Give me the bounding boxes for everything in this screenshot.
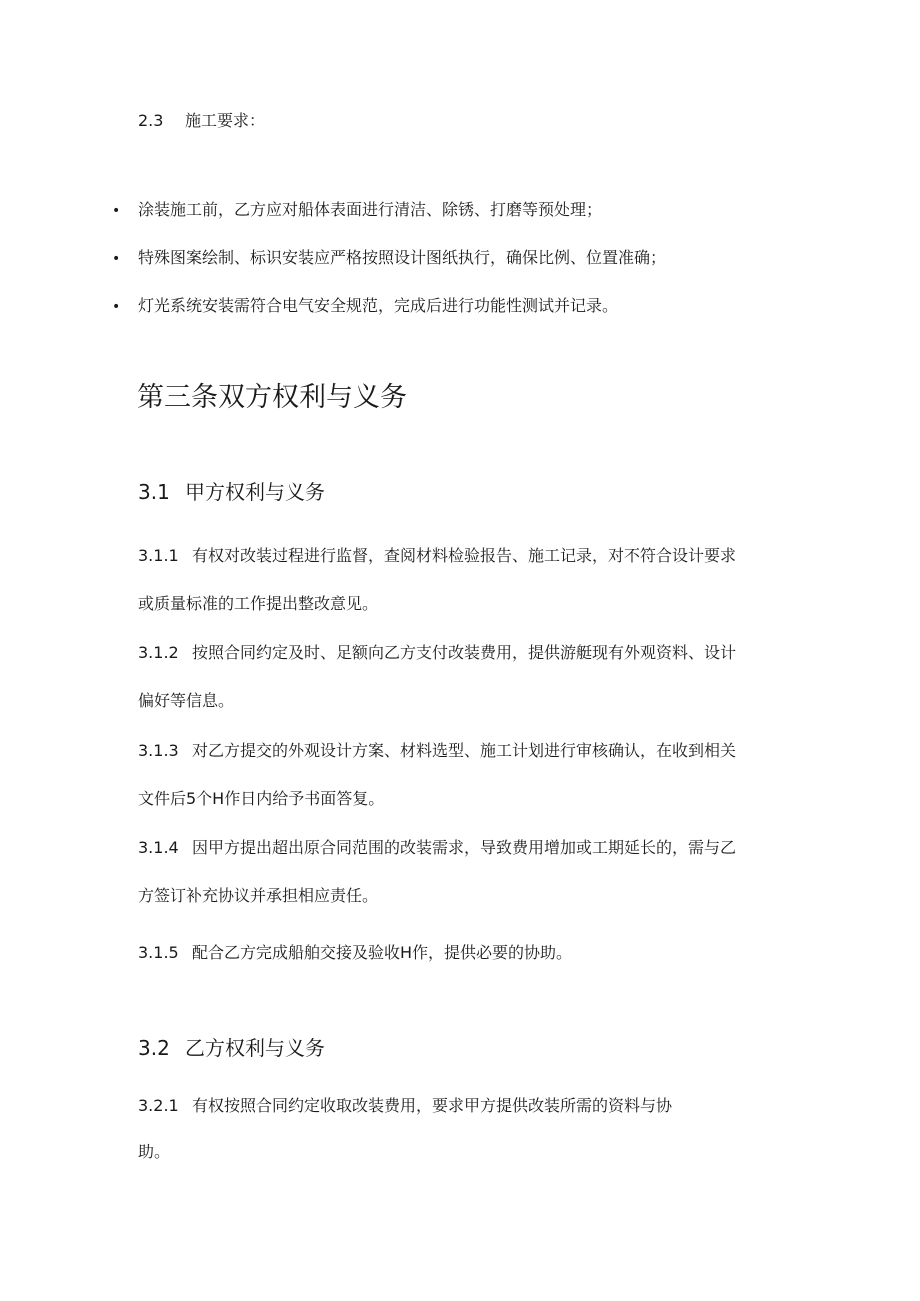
subsection-heading-2-3 — [138, 111, 265, 131]
section-heading-3-1 — [138, 480, 325, 504]
clause-number: 3.1.1 — [138, 546, 179, 565]
bullet-item — [112, 200, 602, 221]
section-title: 乙方权利与义务 — [185, 1036, 325, 1060]
clause-text: 因甲方提出超出原合同范围的改装需求，导致费用增加或工期延长的，需与乙 — [192, 838, 737, 857]
section-heading-3-2 — [138, 1036, 325, 1060]
clause-number: 3.1.2 — [138, 643, 179, 662]
clause-continuation: 或质量标准的工作提出整改意见。 — [138, 594, 379, 613]
bullet-icon: • — [112, 251, 121, 267]
article-title: 第三条双方权利与义务 — [137, 382, 407, 413]
section-title: 甲方权利与义务 — [185, 480, 325, 504]
bullet-item — [112, 248, 666, 269]
section-number: 3.2 — [138, 1036, 170, 1060]
clause-3-1-2 — [138, 643, 736, 663]
bullet-text: 涂装施工前，乙方应对船体表面进行清洁、除锈、打磨等预处理； — [138, 200, 603, 219]
clause-text: 有权对改装过程进行监督，查阅材料检验报告、施工记录，对不符合设计要求 — [192, 546, 737, 565]
clause-continuation: 助。 — [138, 1142, 171, 1161]
clause-number: 3.1.4 — [138, 838, 179, 857]
clause-continuation: 方签订补充协议并承担相应责任。 — [138, 886, 379, 905]
clause-text: 对乙方提交的外观设计方案、材料选型、施工计划进行审核确认，在收到相关 — [192, 741, 737, 760]
clause-number: 3.1.5 — [138, 943, 179, 962]
clause-3-1-5 — [138, 943, 572, 963]
bullet-item — [112, 296, 618, 317]
clause-text: 按照合同约定及时、足额向乙方支付改装费用，提供游艇现有外观资料、设计 — [192, 643, 737, 662]
clause-3-1-3 — [138, 741, 736, 761]
bullet-icon: • — [112, 299, 121, 315]
subsection-title: 施工要求： — [185, 111, 266, 130]
bullet-icon: • — [112, 203, 121, 219]
clause-3-1-4 — [138, 838, 736, 858]
clause-3-2-1 — [138, 1096, 672, 1116]
bullet-text: 特殊图案绘制、标识安装应严格按照设计图纸执行，确保比例、位置准确； — [138, 248, 667, 267]
section-number: 3.1 — [138, 480, 170, 504]
clause-continuation: 文件后5个H作日内给予书面答复。 — [138, 789, 385, 808]
clause-number: 3.2.1 — [138, 1096, 179, 1115]
clause-text: 有权按照合同约定收取改装费用，要求甲方提供改装所需的资料与协 — [192, 1096, 673, 1115]
bullet-text: 灯光系统安装需符合电气安全规范，完成后进行功能性测试并记录。 — [138, 296, 619, 315]
clause-text: 配合乙方完成船舶交接及验收H作，提供必要的协助。 — [192, 943, 573, 962]
subsection-number: 2.3 — [138, 111, 164, 130]
clause-number: 3.1.3 — [138, 741, 179, 760]
clause-continuation: 偏好等信息。 — [138, 691, 235, 710]
clause-3-1-1 — [138, 546, 736, 566]
